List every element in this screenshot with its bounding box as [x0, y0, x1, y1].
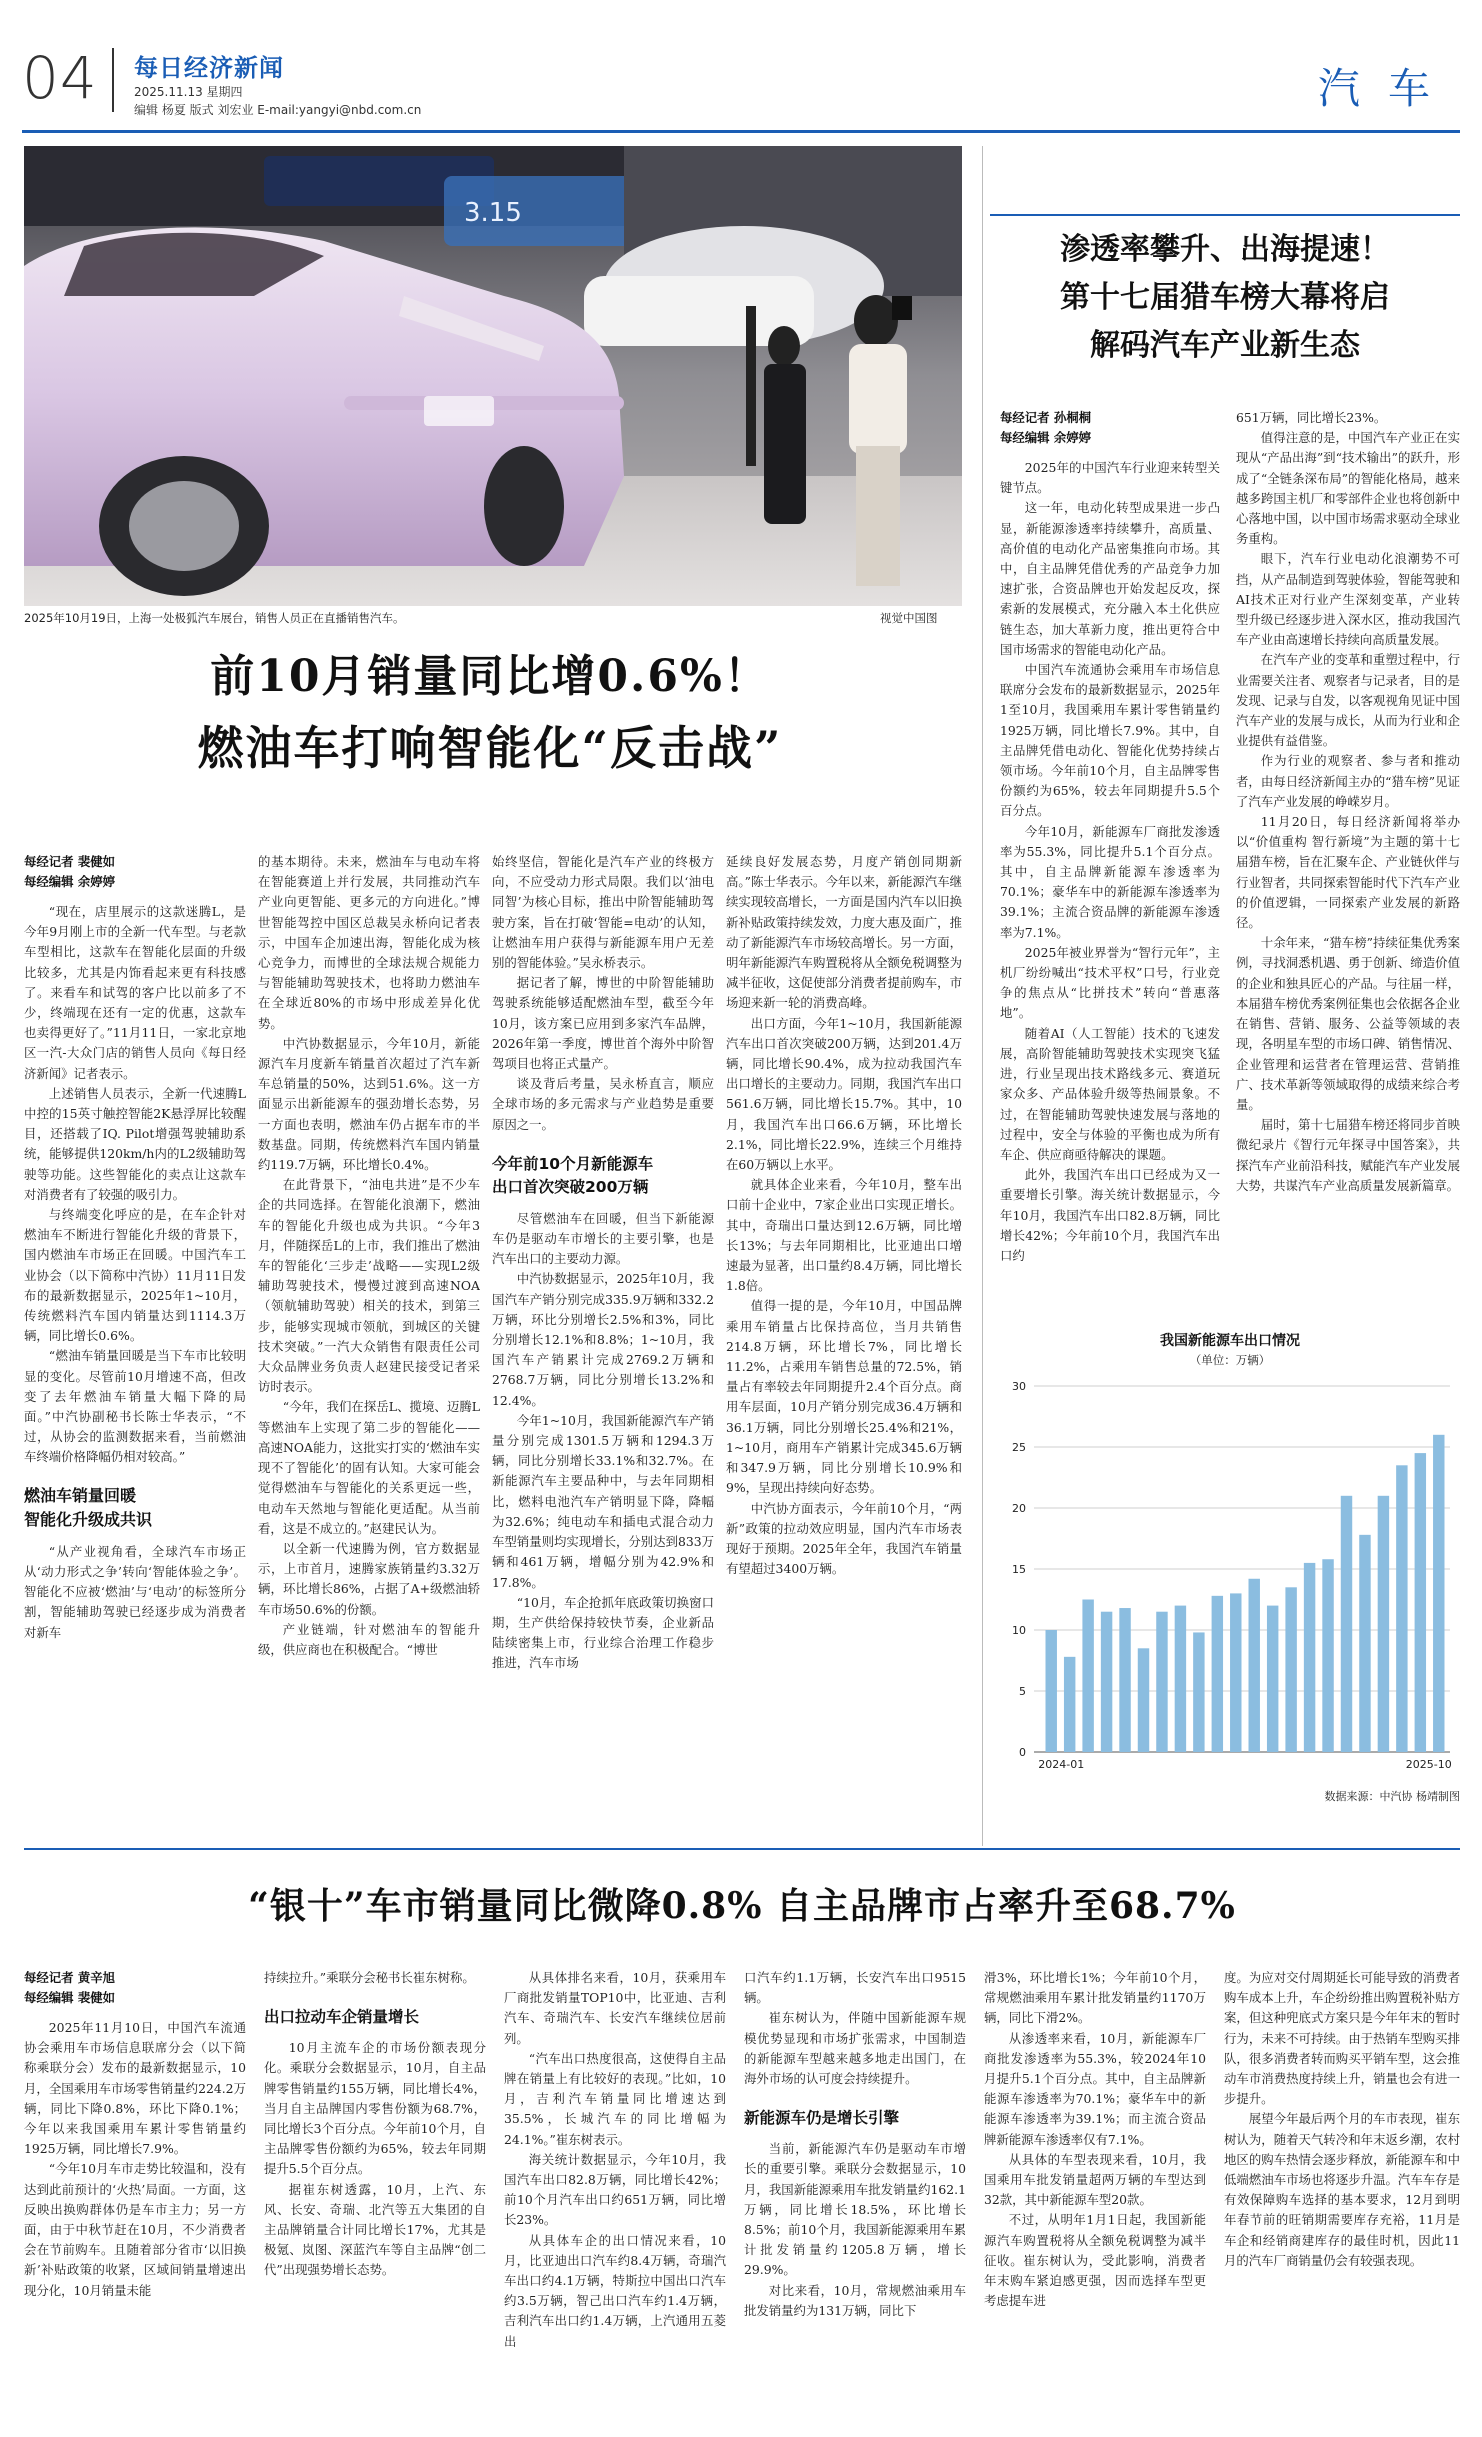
article2-title-line3: 解码汽车产业新生态 [1090, 328, 1360, 363]
paragraph: “10月，车企抢抓年底政策切换窗口期，生产供给保持较快节奏，企业新品陆续密集上市，行业综合治理工作稳步推进，汽车市场 [492, 1594, 714, 1671]
chart-source: 数据来源：中汽协 杨靖制图 [1324, 1790, 1460, 1803]
paragraph: 眼下，汽车行业电动化浪潮势不可挡，从产品制造到驾驶体验，智能驾驶和AI技术正对行业产生深刻变革，产业转型升级已经逐步进入深水区，推动我国汽车产业由高速增长持续向高质量发展。 [1236, 551, 1460, 648]
paragraph: 中汽协数据显示，今年10月，新能源汽车月度新车销量首次超过了汽车新车总销量的50%，达到51.6%。这一方面显示出新能源车的强劲增长态势，另一方面也表明，燃油车仍占据车市的半数基盘。同期，传统燃料汽车国内销量约119.7万辆，环比增长0.4%。 [258, 1035, 480, 1173]
paragraph: 崔东树认为，伴随中国新能源车规模优势显现和市场扩张需求，中国制造的新能源车型越来越多地走出国门，在海外市场的认可度会持续提升。 [744, 2010, 966, 2087]
article1-title-line1: 前10月销量同比增0.6%！ [210, 651, 770, 702]
paragraph: 届时，第十七届猎车榜还将同步首映微纪录片《智行元年探寻中国答案》，共探汽车产业前沿科技，赋能汽车产业发展大势，共谋汽车产业高质量发展新篇章。 [1236, 1117, 1460, 1193]
paragraph: 中国汽车流通协会乘用车市场信息联席分会发布的最新数据显示，2025年1至10月，我国乘用车累计零售销量约1925万辆，同比增长7.9%。其中，自主品牌凭借电动化、智能化优势持续占领市场。今年前10个月，自主品牌零售份额约为65%，较去年同期提升5.5个百分点。 [1000, 662, 1220, 819]
chart-bar [1378, 1496, 1389, 1752]
article2-title-line1: 渗透率攀升、出海提速！ [1060, 232, 1390, 267]
chart-bar [1156, 1612, 1167, 1752]
paragraph: 值得注意的是，中国汽车产业正在实现从“产品出海”到“技术输出”的跃升，形成了“全链条深布局”的智能化格局，越来越多跨国主机厂和零部件企业也将创新中心落地中国，以中国市场需求驱动全球业务重构。 [1236, 430, 1460, 547]
paragraph: “汽车出口热度很高，这使得自主品牌在销量上有比较好的表现。”比如，10月，吉利汽车销量同比增速达到35.5%，长城汽车的同比增幅为24.1%。”崔东树表示。 [504, 2050, 726, 2147]
paragraph: 从具体的车型表现来看，10月，我国乘用车批发销量超两万辆的车型达到32款，其中新能源车型20款。 [984, 2151, 1206, 2208]
paragraph: 作为行业的观察者、参与者和推动者，由每日经济新闻主办的“猎车榜”见证了汽车产业发展的峥嵘岁月。 [1236, 753, 1460, 809]
chart-bar [1249, 1579, 1260, 1752]
article1-col4 [726, 852, 962, 1812]
paragraph: 以全新一代速腾为例，官方数据显示，上市首月，速腾家族销量约3.32万辆，环比增长86%，占据了A+级燃油轿车市场50.6%的份额。 [258, 1540, 480, 1617]
article1-byline-editor: 每经编辑 余婷婷 [24, 874, 116, 889]
article3-subhead-2: 新能源车仍是增长引擎 [744, 2109, 900, 2128]
paragraph: 就具体企业来看，今年10月，整车出口前十企业中，7家企业出口实现正增长。其中，奇瑞出口量达到12.6万辆，同比增长13%；与去年同期相比，比亚迪出口增速最为显著，出口量约8.4万辆，同比增长1.8倍。 [726, 1177, 962, 1294]
chart-bar [1304, 1563, 1315, 1752]
article3-byline-reporter: 每经记者 黄辛旭 [24, 1970, 116, 1985]
paragraph: 从具体排名来看，10月，获乘用车厂商批发销量TOP10中，比亚迪、吉利汽车、奇瑞汽车、长安汽车继续位居前列。 [504, 1970, 726, 2046]
article3-subhead-1: 出口拉动车企销量增长 [264, 2008, 420, 2027]
article1-col1 [24, 852, 246, 1812]
paragraph: 谈及背后考量，吴永桥直言，顺应全球市场的多元需求与产业趋势是重要原因之一。 [492, 1076, 714, 1132]
article2-col2 [1236, 408, 1460, 1318]
paragraph: 不过，从明年1月1日起，我国新能源汽车购置税将从全额免税调整为减半征收。崔东树认为，受此影响，消费者年末购车紧迫感更强，因而选择车型更考虑提车进 [984, 2212, 1206, 2309]
photo-caption: 2025年10月19日，上海一处极狐汽车展台，销售人员正在直播销售汽车。 [24, 611, 405, 625]
article1-subhead-2: 今年前10个月新能源车 出口首次突破200万辆 [492, 1154, 654, 1196]
paragraph: 口汽车约1.1万辆，长安汽车出口9515辆。 [744, 1970, 966, 2006]
column-divider [982, 146, 983, 1846]
issue-date: 2025.11.13 星期四 [134, 85, 243, 99]
section-title: 汽车 [1318, 64, 1459, 113]
chart-y-tick-label: 25 [1012, 1441, 1026, 1454]
export-chart [1000, 1330, 1460, 1820]
chart-bar [1082, 1600, 1093, 1753]
paragraph: 从渗透率来看，10月，新能源车厂商批发渗透率为55.3%，较2024年10月提升5.1个百分点。其中，自主品牌新能源车渗透率为70.1%；豪华车中的新能源车渗透率为39.1%；而主流合资品牌新能源车渗透率仅有7.1%。 [984, 2030, 1206, 2147]
chart-bar [1046, 1630, 1057, 1752]
chart-bar [1175, 1606, 1186, 1752]
chart-bar [1415, 1453, 1426, 1752]
paragraph: “现在，店里展示的这款迷腾L，是今年9月刚上市的全新一代车型。与老款车型相比，这款车在智能化层面的升级比较多，尤其是内饰看起来更有科技感了。来看车和试驾的客户比以前多了不少，终端现在还有一定的优惠，这款车也卖得更好了。”11月11日，一家北京地区一汽-大众门店的销售人员向《每日经济新闻》记者表示。 [24, 904, 246, 1081]
paragraph: 与终端变化呼应的是，在车企针对燃油车不断进行智能化升级的背景下，国内燃油车市场正在回暖。中国汽车工业协会（以下简称中汽协）11月11日发布的最新数据显示，2025年1~10月，传统燃料汽车国内销量达到1114.3万辆，同比增长0.6%。 [24, 1207, 246, 1344]
chart-title: 我国新能源车出口情况 [1160, 1333, 1300, 1349]
paragraph: 2025年的中国汽车行业迎来转型关键节点。 [1000, 460, 1220, 496]
chart-bar [1341, 1496, 1352, 1752]
chart-y-tick-label: 20 [1012, 1502, 1026, 1515]
article2-byline-reporter: 每经记者 孙桐桐 [1000, 410, 1092, 425]
paragraph: 这一年，电动化转型成果进一步凸显，新能源渗透率持续攀升，高质量、高价值的电动化产品密集推向市场。其中，自主品牌凭借优秀的产品竞争力加速扩张，合资品牌也开始发起反攻，探索新的发展模式，充分融入本土化供应链生态，加大革新力度，推出更符合中国市场需求的智能电动化产品。 [1000, 500, 1220, 657]
paragraph: 从具体车企的出口情况来看，10月，比亚迪出口汽车约8.4万辆，奇瑞汽车出口约4.1万辆，特斯拉中国出口汽车约3.5万辆，智己出口汽车约1.4万辆，吉利汽车出口约1.4万辆，上汽通用五菱出 [504, 2232, 726, 2349]
article3-col1 [24, 1968, 246, 2428]
paragraph: 2025年被业界誉为“智行元年”，主机厂纷纷喊出“技术平权”口号，行业竞争的焦点从“比拼技术”转向“普惠落地”。 [1000, 944, 1220, 1021]
paragraph: 中汽协数据显示，2025年10月，我国汽车产销分别完成335.9万辆和332.2万辆，环比分别增长2.5%和3%，同比分别增长12.1%和8.8%；1~10月，我国汽车产销累计完成2769.2万辆和2768.7万辆，同比分别增长13.2%和12.4%。 [492, 1271, 714, 1408]
paragraph: 对比来看，10月，常规燃油乘用车批发销量约为131万辆，同比下 [744, 2282, 966, 2318]
car-showroom-photo [24, 146, 962, 606]
paragraph: 当前，新能源汽车仍是驱动车市增长的重要引擎。乘联分会数据显示，10月，我国新能源乘用车批发销量约162.1万辆，同比增长18.5%，环比增长8.5%；前10个月，我国新能源乘用车累计批发销量约1205.8万辆，增长29.9%。 [744, 2141, 966, 2278]
chart-bar [1396, 1465, 1407, 1752]
paragraph: “燃油车销量回暖是当下车市比较明显的变化。尽管前10月增速不高，但改变了去年燃油车销量大幅下降的局面。”中汽协副秘书长陈士华表示，“不过，从协会的监测数据来看，当前燃油车终端价格降幅仍相对较高。” [24, 1348, 246, 1465]
lead-photo [24, 146, 962, 606]
article3-col5 [984, 1968, 1206, 2428]
article2-byline-editor: 每经编辑 余婷婷 [1000, 430, 1092, 445]
chart-bar [1322, 1559, 1333, 1752]
paragraph: 10月主流车企的市场份额表现分化。乘联分会数据显示，10月，自主品牌零售销量约155万辆，同比增长4%，当月自主品牌国内零售份额为68.7%，同比增长3个百分点。今年前10个月，自主品牌零售份额约为65%，较去年同期提升5.5个百分点。 [264, 2040, 486, 2177]
article2-title-bar [990, 214, 1460, 216]
article3-byline-editor: 每经编辑 裴健如 [24, 1990, 116, 2005]
paragraph: 今年1~10月，我国新能源汽车产销量分别完成1301.5万辆和1294.3万辆，同比分别增长33.1%和32.7%。在新能源汽车主要品种中，与去年同期相比，燃料电池汽车产销明显下降，降幅为32.6%；纯电动车和插电式混合动力车型销量则均实现增长，分别达到833万辆和461万辆，增幅分别为42.9%和17.8%。 [492, 1412, 714, 1590]
paragraph: 据记者了解，博世的中阶智能辅助驾驶系统能够适配燃油车型，截至今年10月，该方案已应用到多家汽车品牌，2026年第一季度，博世首个海外中阶智驾项目也将正式量产。 [492, 975, 714, 1072]
paragraph: “今年，我们在探岳L、揽境、迈腾L等燃油车上实现了第二步的智能化——高速NOA能力，这批实打实的‘燃油车实现不了智能化’的固有认知。大家可能会觉得燃油车与智能化的关系更远一些，电动车天然地与智能化更适配。从当前看，这是不成立的。”赵建民认为。 [258, 1399, 480, 1536]
paragraph: 上述销售人员表示，全新一代速腾L中控的15英寸触控智能2K悬浮屏比较醒目，还搭载了IQ. Pilot增强驾驶辅助系统，能够提供120km/h内的L2级辅助驾驶等功能。这些智能化的卖点让这款车对消费者有了较强的吸引力。 [24, 1085, 246, 1202]
chart-plot [1000, 1372, 1460, 1792]
paragraph: 651万辆，同比增长23%。 [1236, 410, 1387, 425]
chart-bar [1230, 1593, 1241, 1752]
chart-y-tick-label: 5 [1019, 1685, 1026, 1698]
chart-bar [1193, 1632, 1204, 1752]
chart-bar [1064, 1657, 1075, 1752]
chart-bar [1359, 1535, 1370, 1752]
paragraph: 尽管燃油车在回暖，但当下新能源车仍是驱动车市增长的主要引擎，也是汽车出口的主要动力源。 [492, 1210, 714, 1267]
chart-bar [1285, 1587, 1296, 1752]
article3-col4 [744, 1968, 966, 2428]
paragraph: 十余年来，“猎车榜”持续征集优秀案例，寻找洞悉机遇、勇于创新、缔造价值的企业和独具匠心的产品。与往届一样，本届猎车榜优秀案例征集也会依据各企业在销售、营销、服务、公益等领域的表现，各明星车型的市场口碑、销售情况、企业管理和运营者在管理运营、营销推广、技术革新等领域取得的成绩来综合考量。 [1236, 935, 1460, 1112]
article1-col2 [258, 852, 480, 1812]
paragraph: 在此背景下，“油电共进”是不少车企的共同选择。在智能化浪潮下，燃油车的智能化升级也成为共识。“今年3月，伴随探岳L的上市，我们推出了燃油车的智能化‘三步走’战略——实现L2级辅助驾驶技术，慢慢过渡到高速NOA（领航辅助驾驶）相关的技术，到第三步，能够实现城市领航，到城区的关键技术突破。”一汽大众销售有限责任公司大众品牌业务负责人赵建民接受记者采访时表示。 [258, 1177, 480, 1395]
paragraph: 据崔东树透露，10月，上汽、东风、长安、奇瑞、北汽等五大集团的自主品牌销量合计同比增长17%，尤其是极氪、岚图、深蓝汽车等自主品牌“创二代”出现强势增长态势。 [264, 2181, 486, 2278]
chart-y-tick-label: 10 [1012, 1624, 1026, 1637]
article3-title: “银十”车市销量同比微降0.8% 自主品牌市占率升至68.7% [248, 1885, 1236, 1927]
paragraph: 滑3%，环比增长1%；今年前10个月，常规燃油乘用车累计批发销量约1170万辆，同比下滑2%。 [984, 1970, 1206, 2026]
article3-col2 [264, 1968, 486, 2428]
masthead-divider [112, 48, 114, 112]
chart-bar [1101, 1612, 1112, 1752]
chart-y-tick-label: 30 [1012, 1380, 1026, 1393]
paragraph: 产业链端，针对燃油车的智能升级，供应商也在积极配合。“博世 [258, 1621, 480, 1657]
chart-bar [1212, 1596, 1223, 1752]
paragraph: 展望今年最后两个月的车市表现，崔东树认为，随着天气转冷和年末返乡潮，农村地区的购车热情会逐步释放，新能源车和中低端燃油车市场也将逐步升温。汽车车存是有效保障购车选择的基本要求，12月到明年春节前的旺销期需要库存充裕，11月是车企和经销商建库存的最佳时机，因此11月的汽车厂商销量仍会有较强表现。 [1224, 2111, 1460, 2268]
section-rule [24, 1848, 1460, 1850]
chart-bar [1433, 1435, 1444, 1752]
chart-bar [1119, 1608, 1130, 1752]
paragraph: 中汽协方面表示，今年前10个月，“两新”政策的拉动效应明显，国内汽车市场表现好于预期。2025年全年，我国汽车销量有望超过3400万辆。 [726, 1500, 962, 1577]
paragraph: “从产业视角看，全球汽车市场正从‘动力形式之争’转向‘智能体验之争’。智能化不应被‘燃油’与‘电动’的标签所分割，智能辅助驾驶已经逐步成为消费者对新车 [24, 1543, 246, 1640]
paragraph: 随着AI（人工智能）技术的飞速发展，高阶智能辅助驾驶技术实现突飞猛进，行业呈现出技术路线多元、赛道玩家众多、产品体验升级等热闹景象。不过，在智能辅助驾驶快速发展与落地的过程中，安全与体验的平衡也成为所有车企、供应商亟待解决的课题。 [1000, 1025, 1220, 1162]
chart-unit: （单位：万辆） [1189, 1353, 1271, 1367]
paragraph: 的基本期待。未来，燃油车与电动车将在智能赛道上并行发展，共同推动汽车产业向更智能、更多元的方向进化。”博世智能驾控中国区总裁吴永桥向记者表示，中国车企加速出海，智能化成为核心竞争力，而博世的全球法规合规能力与智能辅助驾驶技术，也将助力燃油车在全球近80%的市场中形成差异化优势。 [258, 854, 480, 1031]
paragraph: 在汽车产业的变革和重塑过程中，行业需要关注者、观察者与记录者，目的是发现、记录与自发，以客观视角见证中国汽车产业的发展与成长，从而为行业和企业提供有益借鉴。 [1236, 652, 1460, 749]
paragraph: 值得一提的是，今年10月，中国品牌乘用车销量占比保持高位，当月共销售214.8万辆，环比增长7%，同比增长11.2%，占乘用车销售总量的72.5%，销量占有率较去年同期提升2.4个百分点。商用车层面，10月产销分别完成36.4万辆和36.1万辆，同比分别增长25.4%和21%，1~10月，商用车产销累计完成345.6万辆和347.9万辆，同比分别增长10.9%和9%，呈现出持续向好态势。 [726, 1298, 962, 1496]
chart-x-tick-label: 2025-10 [1405, 1758, 1452, 1771]
paragraph: 此外，我国汽车出口已经成为又一重要增长引擎。海关统计数据显示，今年10月，我国汽车出口82.8万辆，同比增长42%；今年前10个月，我国汽车出口约 [1000, 1167, 1220, 1263]
paragraph: 2025年11月10日，中国汽车流通协会乘用车市场信息联席分会（以下简称乘联分会）发布的最新数据显示，10月，全国乘用车市场零售销量约224.2万辆，同比下降0.8%，环比下降0.1%；今年以来我国乘用车累计零售销量约1925万辆，同比增长7.9%。 [24, 2020, 246, 2157]
masthead-rule [22, 130, 1460, 133]
paragraph: “今年10月车市走势比较温和，没有达到此前预计的‘火热’局面。一方面，这反映出换购群体仍是车市主力；另一方面，由于中秋节赶在10月，不少消费者会在节前购车。且随着部分省市‘以旧换新’补贴政策的收紧，区域间销量增速出现分化，10月销量未能 [24, 2161, 246, 2298]
paragraph: 始终坚信，智能化是汽车产业的终极方向，不应受动力形式局限。我们以‘油电同智’为核心目标，推出中阶智能辅助驾驶方案，旨在打破‘智能=电动’的认知，让燃油车用户获得与新能源车用户无差别的智能体验。”吴永桥表示。 [492, 854, 714, 971]
article3-col6 [1224, 1968, 1460, 2428]
paragraph: 海关统计数据显示，今年10月，我国汽车出口82.8万辆，同比增长42%；前10个月汽车出口约651万辆，同比增长23%。 [504, 2151, 726, 2228]
chart-bar [1267, 1606, 1278, 1752]
paragraph: 度。为应对交付周期延长可能导致的消费者购车成本上升，车企纷纷推出购置税补贴方案，但这种兜底式方案只是今年年末的暂时行为，未来不可持续。由于热销车型购买排队，很多消费者转而购买平销车型，这会推动车市消费热度持续上升，销量也会有进一步提升。 [1224, 1970, 1460, 2107]
paragraph: 延续良好发展态势，月度产销创同期新高。”陈士华表示。今年以来，新能源汽车继续实现较高增长，一方面是国内汽车以旧换新补贴政策持续发效，力度大惠及面广，推动了新能源汽车市场较高增长。另一方面，明年新能源汽车购置税将从全额免税调整为减半征收，这促使部分消费者提前购车，市场迎来新一轮的消费高峰。 [726, 854, 962, 1011]
paragraph: 今年10月，新能源车厂商批发渗透率为55.3%，同比提升5.1个百分点。其中，自主品牌新能源车渗透率为70.1%；豪华车中的新能源车渗透率为39.1%；主流合资品牌的新能源车渗透率为7.1%。 [1000, 823, 1220, 940]
chart-y-tick-label: 15 [1012, 1563, 1026, 1576]
paragraph: 持续拉升。”乘联分会秘书长崔东树称。 [264, 1970, 475, 1985]
paper-name: 每日经济新闻 [134, 54, 284, 82]
paragraph: 出口方面，今年1~10月，我国新能源汽车出口首次突破200万辆，达到201.4万辆，同比增长90.4%，成为拉动我国汽车出口增长的主要动力。同期，我国汽车出口561.6万辆，同比增长15.7%。其中，10月，我国汽车出口66.6万辆，环比增长2.1%，同比增长22.9%，连续三个月维持在60万辆以上水平。 [726, 1015, 962, 1173]
article1-title-line2: 燃油车打响智能化“反击战” [197, 721, 783, 775]
chart-y-tick-label: 0 [1019, 1746, 1026, 1759]
article1-byline-reporter: 每经记者 裴健如 [24, 854, 116, 869]
chart-x-tick-label: 2024-01 [1038, 1758, 1085, 1771]
article1-col3 [492, 852, 714, 1812]
article2-title-line2: 第十七届猎车榜大幕将启 [1060, 280, 1390, 315]
photo-credit: 视觉中国图 [880, 611, 938, 625]
article1-subhead-1: 燃油车销量回暖 智能化升级成共识 [24, 1485, 153, 1529]
paragraph: 11月20日，每日经济新闻将举办以“价值重构 智行新境”为主题的第十七届猎车榜，旨在汇聚车企、产业链伙伴与行业智者，共同探索智能时代下汽车产业的价值逻辑，一同探索产业发展的新路径。 [1236, 814, 1460, 931]
chart-bar [1138, 1648, 1149, 1752]
svg-text:3.15: 3.15 [464, 198, 522, 228]
editors-line: 编辑 杨夏 版式 刘宏业 E-mail:yangyi@nbd.com.cn [134, 103, 422, 117]
article2-col1 [1000, 408, 1220, 1318]
article3-col3 [504, 1968, 726, 2428]
page-number: 04 [22, 44, 98, 112]
